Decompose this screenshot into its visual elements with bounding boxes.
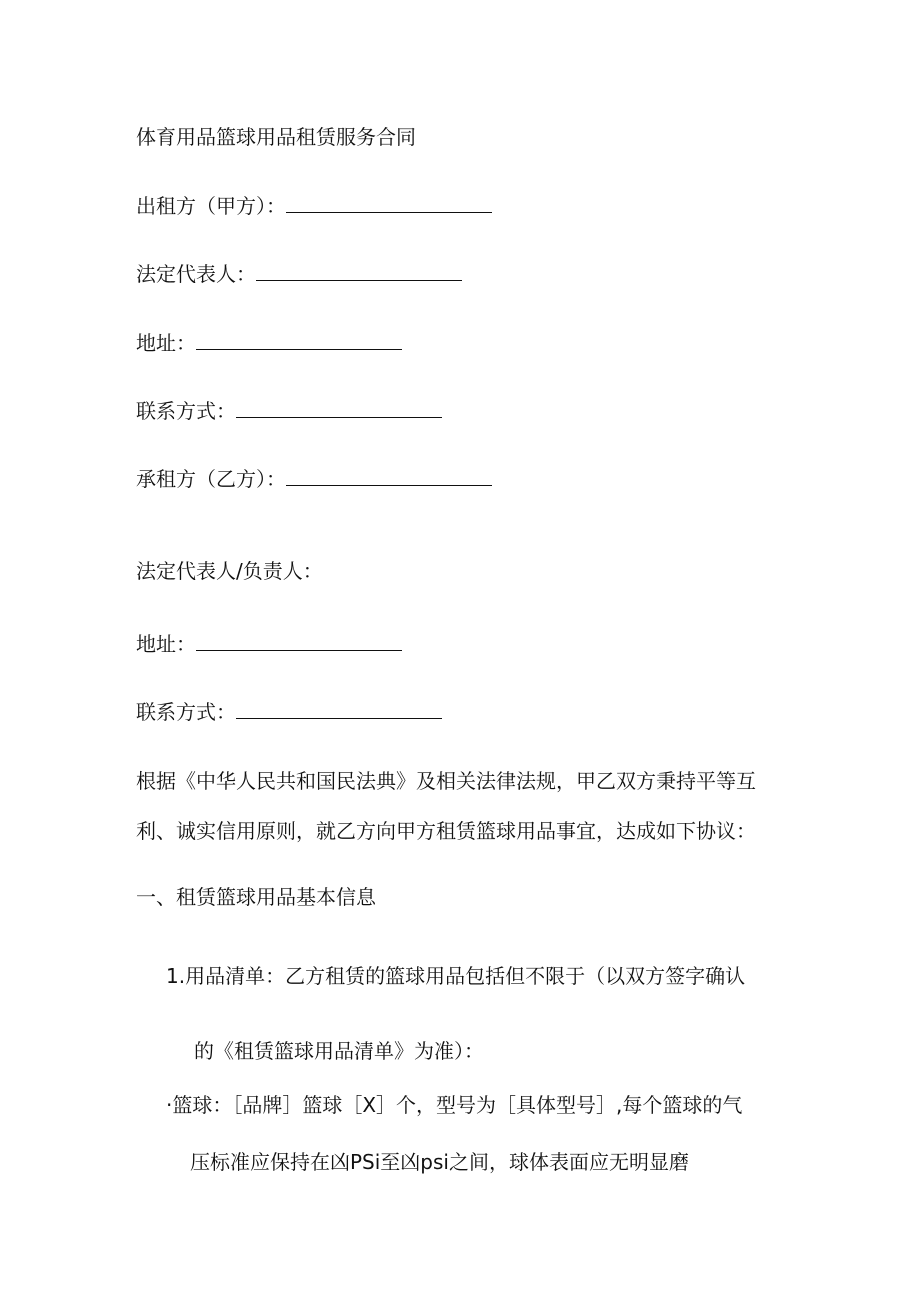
party-b-contact-label: 联系方式： (136, 700, 236, 724)
lessor-blank[interactable] (286, 192, 492, 213)
party-a-address-row (136, 329, 402, 357)
party-a-contact-label: 联系方式： (136, 399, 236, 423)
bullet-basketball-line-2: 压标准应保持在凶PSi至凶psi之间，球体表面应无明显磨 (190, 1150, 689, 1174)
item-1-line-1: 1.用品清单：乙方租赁的篮球用品包括但不限于（以双方签字确认 (166, 964, 746, 988)
party-a-address-blank[interactable] (196, 329, 402, 350)
party-b-contact-blank[interactable] (236, 698, 442, 719)
preamble-line-1: 根据《中华人民共和国民法典》及相关法律法规，甲乙双方秉持平等互 (136, 769, 756, 793)
party-b-contact-row (136, 698, 442, 726)
lessee-label: 承租方（乙方）： (136, 467, 286, 491)
lessor-label: 出租方（甲方）： (136, 194, 286, 218)
party-b-address-row (136, 630, 402, 658)
lessee-blank[interactable] (286, 465, 492, 486)
document-title: 体育用品篮球用品租赁服务合同 (136, 125, 416, 149)
party-b-address-blank[interactable] (196, 630, 402, 651)
lessee-row (136, 465, 492, 493)
party-b-legal-rep-row (136, 557, 323, 585)
party-a-legal-rep-row (136, 260, 462, 288)
party-a-address-label: 地址： (136, 331, 196, 355)
lessor-row (136, 192, 492, 220)
party-a-legal-rep-blank[interactable] (256, 260, 462, 281)
party-b-address-label: 地址： (136, 632, 196, 656)
party-a-contact-row (136, 397, 442, 425)
preamble-line-2: 利、诚实信用原则，就乙方向甲方租赁篮球用品事宜，达成如下协议： (136, 819, 756, 843)
party-a-contact-blank[interactable] (236, 397, 442, 418)
party-b-legal-rep-label: 法定代表人/负责人： (136, 559, 323, 583)
party-a-legal-rep-label: 法定代表人： (136, 262, 256, 286)
section-1-heading: 一、租赁篮球用品基本信息 (136, 885, 376, 909)
item-1-line-2: 的《租赁篮球用品清单》为准）： (194, 1039, 484, 1063)
bullet-basketball-line-1: ·篮球：［品牌］篮球［X］个，型号为［具体型号］,每个篮球的气 (166, 1093, 743, 1117)
